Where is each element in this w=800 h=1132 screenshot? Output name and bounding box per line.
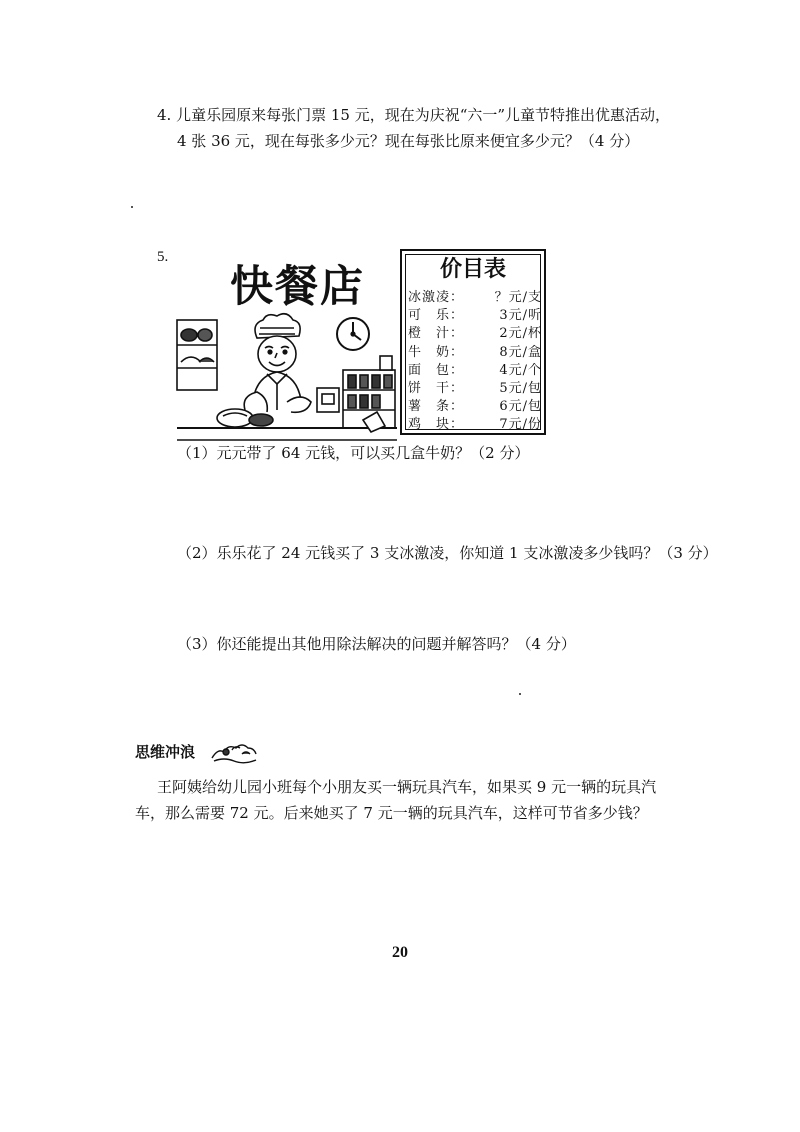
price-table (400, 249, 546, 435)
price-item-name: 冰激凌： (408, 290, 465, 305)
question-5-part-2: （2）乐乐花了 24 元钱买了 3 支冰激凌，你知道 1 支冰激凌多少钱吗？（3 分） (177, 544, 718, 562)
price-row (408, 398, 542, 416)
price-item-name: 鸡 块： (408, 417, 465, 433)
price-item-price: 5元/包 (499, 380, 542, 396)
scan-speck (519, 693, 521, 695)
price-item-price: ？元/支 (494, 290, 542, 305)
price-row (408, 416, 542, 434)
price-item-name: 面 包： (408, 362, 465, 378)
thinking-section-heading: 思维冲浪 (135, 743, 196, 761)
question-4-line-2: 4 张 36 元，现在每张多少元？现在每张比原来便宜多少元？（4 分） (177, 132, 640, 150)
thinking-question-line-2: 车，那么需要 72 元。后来她买了 7 元一辆的玩具汽车，这样可节省多少钱？ (135, 804, 648, 822)
price-item-name: 薯 条： (408, 399, 465, 415)
wave-icon (210, 742, 258, 764)
price-item-price: 7元/份 (499, 417, 542, 433)
price-row (408, 289, 542, 307)
question-5-part-3: （3）你还能提出其他用除法解决的问题并解答吗？（4 分） (177, 635, 576, 653)
price-item-price: 2元/杯 (499, 326, 542, 342)
price-item-name: 饼 干： (408, 380, 465, 396)
question-5-part-1: （1）元元带了 64 元钱，可以买几盒牛奶？（2 分） (177, 444, 530, 462)
question-5-number: 5. (157, 249, 169, 265)
price-row (408, 344, 542, 362)
shop-title: 快餐店 (230, 262, 365, 312)
price-row (408, 325, 542, 343)
price-item-price: 8元/盒 (499, 344, 542, 360)
price-table-rows (408, 289, 542, 435)
price-item-name: 橙 汁： (408, 326, 465, 342)
price-row (408, 380, 542, 398)
thinking-question-line-1: 王阿姨给幼儿园小班每个小朋友买一辆玩具汽车，如果买 9 元一辆的玩具汽 (157, 778, 657, 796)
price-item-price: 3元/听 (499, 308, 542, 324)
price-row (408, 307, 542, 325)
price-item-price: 4元/个 (499, 362, 542, 378)
question-4-line-1: 4. 儿童乐园原来每张门票 15 元，现在为庆祝“六一”儿童节特推出优惠活动， (157, 106, 671, 124)
price-row (408, 362, 542, 380)
price-item-name: 牛 奶： (408, 344, 465, 360)
page-number: 20 (392, 944, 408, 961)
price-table-title: 价目表 (439, 257, 506, 282)
scan-speck (131, 206, 133, 208)
price-item-price: 6元/包 (499, 399, 542, 415)
price-item-name: 可 乐： (408, 308, 465, 324)
